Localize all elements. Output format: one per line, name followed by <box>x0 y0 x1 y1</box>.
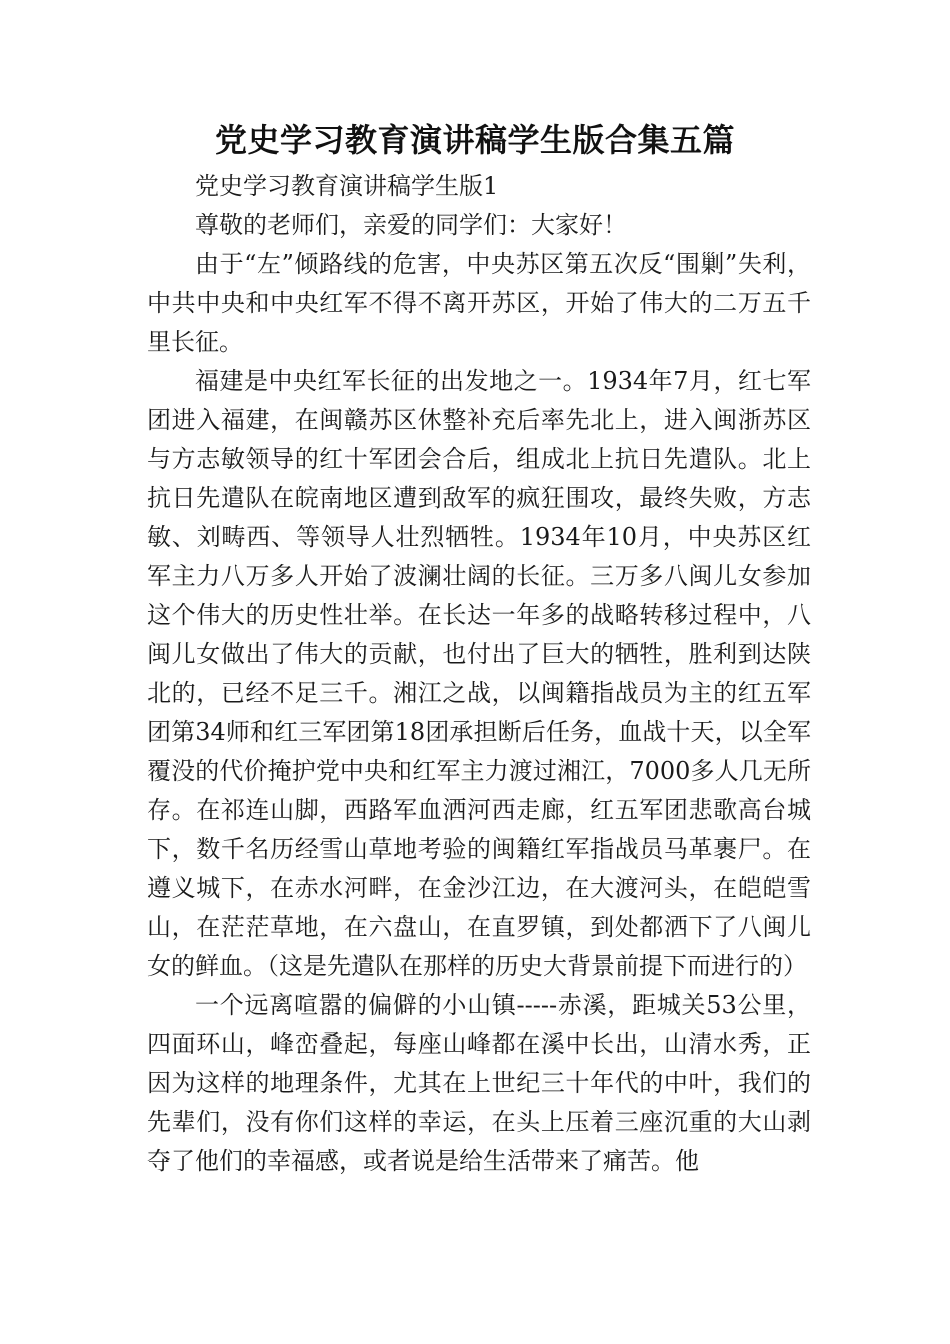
document-title: 党史学习教育演讲稿学生版合集五篇 <box>214 121 735 159</box>
paragraph: 福建是中央红军长征的出发地之一。1934年7月，红七军团进入福建，在闽赣苏区休整补充后率先北上，进入闽浙苏区与方志敏领导的红十军团会合后，组成北上抗日先遣队。北上抗日先遣队在皖南地区遭到敌军的疯狂围攻，最终失败，方志敏、刘畴西、等领导人壮烈牺牲。1934年10月，中央苏区红军主力八万多人开始了波澜壮阔的长征。三万多八闽儿女参加这个伟大的历史性壮举。在长达一年多的战略转移过程中，八闽儿女做出了伟大的贡献，也付出了巨大的牺牲，胜利到达陕北的，已经不足三千。湘江之战，以闽籍指战员为主的红五军团第34师和红三军团第18团承担断后任务，血战十天，以全军覆没的代价掩护党中央和红军主力渡过湘江，7000多人几无所存。在祁连山脚，西路军血洒河西走廊，红五军团悲歌高台城下，数千名历经雪山草地考验的闽籍红军指战员马革裹尸。在遵义城下，在赤水河畔，在金沙江边，在大渡河头，在皑皑雪山，在茫茫草地，在六盘山，在直罗镇，到处都洒下了八闽儿女的鲜血。（这是先遣队在那样的历史大背景前提下而进行的） <box>147 367 811 980</box>
paragraph-subtitle: 党史学习教育演讲稿学生版1 <box>195 172 499 200</box>
paragraph: 一个远离喧嚣的偏僻的小山镇-----赤溪，距城关53公里，四面环山，峰峦叠起，每座山峰都在溪中长出，山清水秀，正因为这样的地理条件，尤其在上世纪三十年代的中叶，我们的先辈们，没有你们这样的幸运，在头上压着三座沉重的大山剥夺了他们的幸福感，或者说是给生活带来了痛苦。他 <box>147 991 811 1175</box>
document-body <box>147 167 811 1181</box>
paragraph-greeting: 尊敬的老师们，亲爱的同学们：大家好！ <box>195 211 627 239</box>
paragraph: 由于“左”倾路线的危害，中央苏区第五次反“围剿”失利，中共中央和中央红军不得不离开苏区，开始了伟大的二万五千里长征。 <box>147 250 811 356</box>
